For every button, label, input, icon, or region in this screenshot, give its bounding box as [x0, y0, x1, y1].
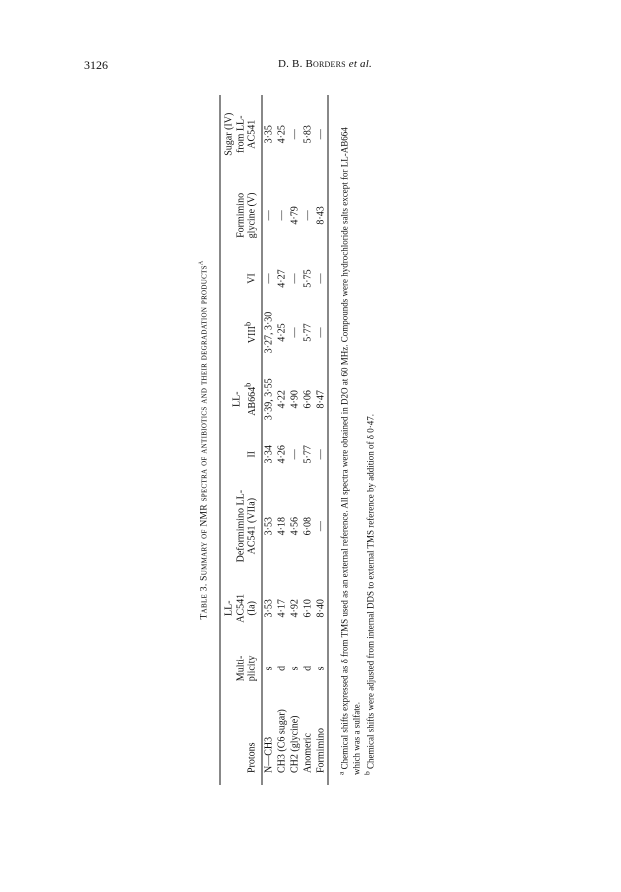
column-header-6	[220, 300, 262, 366]
value-cell: 6·10	[302, 599, 314, 618]
multiplicity-cell: d	[276, 665, 288, 671]
value-cell: 3·53	[263, 599, 275, 618]
value-cell: 4·90	[289, 390, 301, 409]
value-cell: 6·08	[302, 516, 314, 536]
multiplicity-cell: d	[302, 665, 314, 671]
proton-cell: CH2 (glycine)	[289, 715, 301, 773]
column-header-label: Protons	[246, 742, 258, 773]
value-cell: 4·17	[276, 599, 288, 618]
value-cell: —	[263, 210, 275, 221]
value-cell: 3·27, 3·30	[263, 311, 275, 354]
footnote-b: $^b$ Chemical shifts were adjusted from internal DDS to external TMS reference by addition of δ 0·47.	[362, 414, 376, 775]
column-header-label: Multi-plicity	[235, 655, 258, 682]
footnote-a-text: Chemical shifts expressed as δ from TMS used as an external reference. All spectra were obtained in D2O at 60 MHz. Compounds were hydrochloride salts except for LL-AB664 which was a sulfate.	[339, 127, 362, 775]
column-header-7	[220, 257, 262, 299]
value-cell: 5·77	[302, 323, 314, 342]
proton-cell: N—CH3	[263, 736, 275, 773]
value-cell: 3·34	[263, 445, 275, 464]
value-cell: 3·35	[263, 125, 275, 144]
value-cell: 4·18	[276, 516, 288, 536]
proton-cell: Formimino	[315, 727, 327, 773]
value-cell: 4·92	[289, 599, 301, 618]
value-cell: —	[276, 210, 288, 221]
table-row	[262, 95, 276, 785]
column-header-label: LL-AB664	[231, 386, 258, 416]
value-cell: 8·43	[315, 206, 327, 225]
footnote-b-text: Chemical shifts were adjusted from internal DDS to external TMS reference by addition of δ 0·47.	[365, 414, 376, 769]
value-cell: —	[315, 327, 327, 338]
header-row	[220, 95, 262, 785]
table-row	[288, 95, 301, 785]
table-row	[275, 95, 288, 785]
table-title-text: Table 3. Summary of NMR spectra of antibiotics and their degradation products	[199, 265, 210, 620]
value-cell: 4·25	[276, 125, 288, 144]
value-cell: 6·06	[302, 390, 314, 409]
footnote-a: $^a$ Chemical shifts expressed as δ from TMS used as an external reference. All spectra were obtained in D2O at 60 MHz. Compounds were hydrochloride salts except for LL-AB664 which was a sulfate.	[336, 127, 362, 775]
value-cell: 3·39, 3·55	[263, 378, 275, 421]
value-cell: 5·83	[302, 125, 314, 144]
column-header-label: LL-AC541 (Ia)	[223, 593, 258, 623]
running-head	[278, 58, 372, 70]
value-cell: 5·77	[302, 445, 314, 464]
proton-cell: Anomeric	[302, 733, 314, 773]
table-footnotes	[336, 105, 376, 775]
column-header-label: VI	[246, 273, 258, 284]
table-title	[196, 95, 210, 785]
value-cell: 8·47	[315, 390, 327, 409]
value-cell: 5·75	[302, 269, 314, 288]
nmr-table-body	[262, 95, 328, 785]
multiplicity-cell: s	[263, 666, 275, 671]
value-cell: —	[302, 210, 314, 221]
table-row	[314, 95, 328, 785]
page-number: 3126	[84, 58, 108, 72]
column-header-8	[220, 173, 262, 257]
column-header-label: Sugar (IV) from LL-AC541	[223, 112, 258, 156]
value-cell: —	[315, 273, 327, 284]
table-title-mark: a	[195, 260, 205, 266]
nmr-table-head	[220, 95, 262, 785]
column-header-label: VIII	[246, 326, 258, 344]
value-cell: —	[263, 273, 275, 284]
column-header-5	[220, 365, 262, 433]
column-header-label: Formimino glycine (V)	[235, 192, 258, 239]
nmr-table	[220, 95, 329, 785]
value-cell: —	[289, 327, 301, 338]
value-cell: —	[289, 273, 301, 284]
running-head-authors: D. B. Borders	[278, 58, 346, 70]
multiplicity-cell: s	[289, 666, 301, 671]
value-cell: —	[315, 129, 327, 140]
column-header-footnote-mark: b	[243, 382, 253, 387]
rotated-table-block	[190, 95, 425, 785]
running-head-etal: et al.	[348, 58, 372, 70]
value-cell: —	[289, 449, 301, 460]
value-cell: 4·27	[276, 269, 288, 288]
value-cell: 4·79	[289, 206, 301, 225]
column-header-footnote-mark: b	[243, 321, 253, 326]
column-header-label: Deformimino LL-AC541 (VIIa)	[235, 489, 258, 563]
value-cell: 4·26	[276, 445, 288, 464]
column-header-2	[220, 577, 262, 640]
column-header-0	[220, 697, 262, 785]
column-header-3	[220, 476, 262, 577]
value-cell: 4·56	[289, 516, 301, 536]
value-cell: 4·25	[276, 323, 288, 342]
proton-cell: CH3 (C6 sugar)	[276, 709, 288, 773]
column-header-label: II	[246, 451, 258, 458]
value-cell: 3·53	[263, 516, 275, 536]
value-cell: 4·22	[276, 390, 288, 409]
value-cell: —	[315, 449, 327, 460]
multiplicity-cell: s	[315, 666, 327, 671]
column-header-9	[220, 95, 262, 173]
column-header-1	[220, 640, 262, 697]
table-row	[301, 95, 314, 785]
column-header-4	[220, 433, 262, 475]
value-cell: —	[289, 129, 301, 140]
value-cell: —	[315, 521, 327, 532]
value-cell: 8·40	[315, 599, 327, 618]
